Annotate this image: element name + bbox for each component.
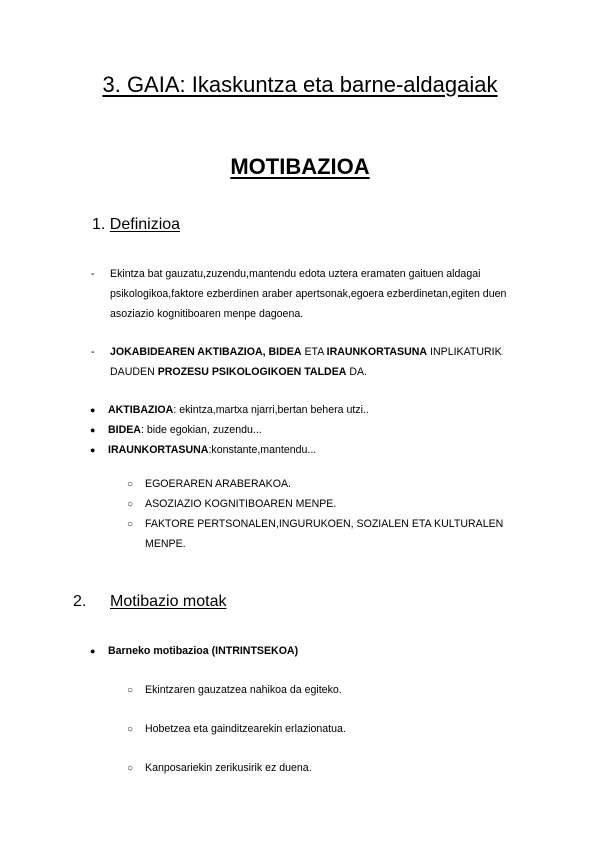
section-1-title: Definizioa <box>109 216 181 233</box>
key-text: INPLIKATURIK <box>430 346 502 358</box>
definition-line: asoziazio kognitiboaren menpe dagoena. <box>110 308 304 320</box>
document-title: 3. GAIA: Ikaskuntza eta barne-aldagaiak <box>102 72 498 97</box>
section-1-heading <box>92 216 180 234</box>
bullet-item <box>108 400 369 420</box>
key-text: DAUDEN <box>110 366 155 378</box>
bullet-marker: ● <box>90 405 96 415</box>
bullet-item: Barneko motibazioa (INTRINTSEKOA) <box>108 645 299 657</box>
document-subtitle: MOTIBAZIOA <box>230 154 370 179</box>
bullet-item <box>108 420 262 440</box>
definition-line: Ekintza bat gauzatu,zuzendu,mantendu edota uztera eramaten gaituen aldagai <box>110 268 481 280</box>
section-2-title: Motibazio motak <box>110 593 227 610</box>
subbullet-item: Ekintzaren gauzatzea nahikoa da egiteko. <box>145 684 342 696</box>
bullet-term: BIDEA <box>108 424 141 436</box>
subbullet-item: ASOZIAZIO KOGNITIBOAREN MENPE. <box>145 498 337 510</box>
bullet-marker: ● <box>90 445 96 455</box>
definition-line: psikologikoa,faktore ezberdinen araber apertsonak,egoera ezberdinetan,egiten duen <box>110 288 507 300</box>
bullet-term: AKTIBAZIOA <box>108 404 174 416</box>
bullet-marker: ● <box>90 646 96 656</box>
subbullet-marker: ○ <box>127 519 134 530</box>
key-text: PROZESU PSIKOLOGIKOEN TALDEA <box>157 366 347 378</box>
subbullet-item: EGOERAREN ARABERAKOA. <box>145 478 291 490</box>
key-text: BIDEA <box>268 346 302 358</box>
bullet-desc: : bide egokian, zuzendu... <box>140 424 262 436</box>
subbullet-marker: ○ <box>127 685 134 696</box>
bullet-item <box>108 440 316 460</box>
bullet-marker: ● <box>90 425 96 435</box>
subbullet-marker: ○ <box>127 479 134 490</box>
subbullet-marker: ○ <box>127 499 134 510</box>
key-text: DA. <box>349 366 368 378</box>
section-2-heading <box>110 593 227 611</box>
subbullet-marker: ○ <box>127 763 134 774</box>
section-2-number: 2. <box>73 593 87 610</box>
bullet-term: IRAUNKORTASUNA <box>108 444 209 456</box>
key-statement <box>110 342 570 382</box>
subbullet-item: FAKTORE PERTSONALEN,INGURUKOEN, SOZIALEN ETA KULTURALEN <box>145 518 504 530</box>
definition-paragraph <box>110 264 570 324</box>
dash-marker: - <box>91 268 95 280</box>
subbullet-item: Kanposariekin zerikusirik ez duena. <box>145 762 312 774</box>
dash-marker: - <box>91 346 95 358</box>
bullet-desc: : ekintza,martxa njarri,bertan behera utzi.. <box>173 404 369 416</box>
subbullet-continuation: MENPE. <box>145 538 186 550</box>
subbullet-marker: ○ <box>127 724 134 735</box>
bullet-desc: :konstante,mantendu... <box>208 444 317 456</box>
subbullet-item: Hobetzea eta gainditzearekin erlazionatua. <box>145 723 346 735</box>
section-1-number: 1. <box>92 216 106 233</box>
key-text: IRAUNKORTASUNA <box>326 346 428 358</box>
key-text: ETA <box>304 346 324 358</box>
key-text: JOKABIDEAREN AKTIBAZIOA, <box>110 346 266 358</box>
